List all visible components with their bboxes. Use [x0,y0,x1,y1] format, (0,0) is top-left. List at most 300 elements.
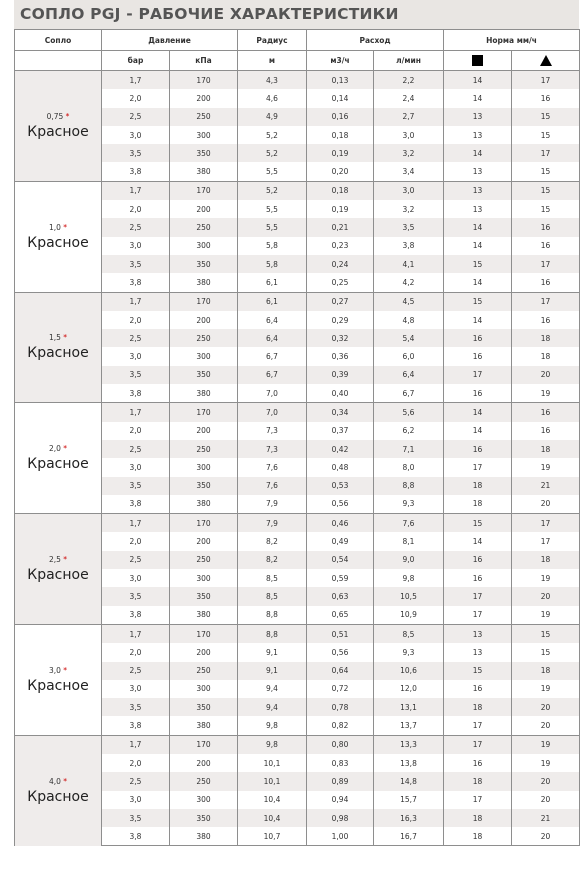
nozzle-color: Красное [27,456,89,473]
cell-triangle: 16 [512,273,580,292]
cell-square: 18 [444,772,512,790]
cell-bar: 2,5 [102,551,170,569]
nozzle-size-value: 0,75 [46,111,64,121]
cell-bar: 3,8 [102,606,170,625]
cell-bar: 3,8 [102,273,170,292]
cell-bar: 2,5 [102,662,170,680]
nozzle-color: Красное [27,345,89,362]
cell-bar: 2,0 [102,200,170,218]
cell-lmin: 2,4 [374,89,444,107]
cell-triangle: 21 [512,477,580,495]
square-icon [472,55,483,66]
cell-lmin: 8,0 [374,458,444,476]
cell-kpa: 380 [170,495,238,514]
cell-radius: 8,5 [238,569,307,587]
cell-triangle: 15 [512,108,580,126]
cell-radius: 10,4 [238,791,307,809]
cell-square: 14 [444,218,512,236]
cell-lmin: 15,7 [374,791,444,809]
cell-radius: 9,1 [238,662,307,680]
cell-m3h: 0,53 [307,477,374,495]
cell-bar: 1,7 [102,624,170,643]
cell-bar: 3,8 [102,827,170,846]
cell-kpa: 170 [170,735,238,754]
cell-triangle: 20 [512,698,580,716]
cell-m3h: 0,19 [307,144,374,162]
cell-triangle: 19 [512,754,580,772]
cell-radius: 9,8 [238,716,307,735]
nozzle-cell [15,624,102,735]
cell-square: 16 [444,551,512,569]
cell-radius: 5,8 [238,237,307,255]
page-title: СОПЛО PGJ - РАБОЧИЕ ХАРАКТЕРИСТИКИ [14,0,579,29]
cell-triangle: 15 [512,181,580,200]
cell-square: 14 [444,89,512,107]
cell-square: 17 [444,587,512,605]
cell-m3h: 0,78 [307,698,374,716]
cell-lmin: 13,3 [374,735,444,754]
nozzle-color: Красное [27,234,89,251]
table-row [15,71,580,90]
cell-bar: 3,0 [102,237,170,255]
cell-kpa: 350 [170,144,238,162]
cell-m3h: 0,98 [307,809,374,827]
cell-kpa: 350 [170,587,238,605]
header-row-main [15,30,580,51]
cell-m3h: 0,82 [307,716,374,735]
cell-triangle: 16 [512,89,580,107]
table-row [15,735,580,754]
cell-radius: 5,2 [238,144,307,162]
table-row [15,514,580,533]
cell-lmin: 13,7 [374,716,444,735]
nozzle-color: Красное [27,123,89,140]
cell-square: 17 [444,716,512,735]
nozzle-cell [15,403,102,514]
cell-bar: 3,5 [102,809,170,827]
cell-kpa: 350 [170,477,238,495]
cell-bar: 2,0 [102,532,170,550]
cell-triangle: 20 [512,587,580,605]
cell-m3h: 0,56 [307,643,374,661]
cell-bar: 2,5 [102,772,170,790]
cell-kpa: 250 [170,772,238,790]
cell-m3h: 0,23 [307,237,374,255]
nozzle-cell [15,514,102,625]
cell-lmin: 8,8 [374,477,444,495]
cell-lmin: 4,1 [374,255,444,273]
cell-bar: 2,0 [102,311,170,329]
cell-radius: 8,8 [238,624,307,643]
cell-m3h: 0,56 [307,495,374,514]
cell-m3h: 0,40 [307,384,374,403]
cell-square: 13 [444,126,512,144]
cell-bar: 1,7 [102,514,170,533]
nozzle-size-value: 2,5 [48,555,61,565]
cell-kpa: 300 [170,680,238,698]
cell-lmin: 8,5 [374,624,444,643]
nozzle-size [15,777,101,786]
cell-bar: 2,0 [102,422,170,440]
cell-lmin: 4,5 [374,292,444,311]
cell-m3h: 0,51 [307,624,374,643]
cell-lmin: 3,0 [374,126,444,144]
cell-triangle: 15 [512,624,580,643]
cell-square: 14 [444,311,512,329]
cell-kpa: 250 [170,329,238,347]
cell-triangle: 20 [512,716,580,735]
cell-lmin: 3,5 [374,218,444,236]
cell-square: 14 [444,273,512,292]
cell-triangle: 17 [512,532,580,550]
cell-kpa: 350 [170,366,238,384]
cell-triangle: 18 [512,551,580,569]
cell-bar: 3,5 [102,477,170,495]
cell-square: 16 [444,440,512,458]
cell-square: 15 [444,662,512,680]
nozzle-size [15,444,101,453]
cell-square: 15 [444,514,512,533]
cell-triangle: 16 [512,237,580,255]
header-row-units [15,51,580,71]
cell-radius: 6,7 [238,347,307,365]
cell-bar: 3,8 [102,162,170,181]
cell-square: 18 [444,827,512,846]
cell-kpa: 350 [170,698,238,716]
cell-bar: 3,0 [102,347,170,365]
cell-triangle: 16 [512,218,580,236]
header-bar: бар [102,51,170,71]
header-m3h: м3/ч [307,51,374,71]
cell-radius: 7,3 [238,422,307,440]
cell-m3h: 0,83 [307,754,374,772]
cell-lmin: 13,8 [374,754,444,772]
cell-kpa: 380 [170,273,238,292]
nozzle-size-value: 4,0 [48,776,61,786]
cell-kpa: 250 [170,662,238,680]
nozzle-color: Красное [27,567,89,584]
cell-bar: 3,5 [102,144,170,162]
cell-radius: 6,7 [238,366,307,384]
cell-bar: 3,0 [102,680,170,698]
cell-triangle: 19 [512,735,580,754]
header-flow: Расход [307,30,444,51]
cell-square: 13 [444,200,512,218]
cell-m3h: 0,46 [307,514,374,533]
cell-m3h: 0,16 [307,108,374,126]
cell-lmin: 4,2 [374,273,444,292]
cell-triangle: 17 [512,71,580,90]
nozzle-star: * [63,333,68,343]
cell-bar: 3,5 [102,587,170,605]
cell-kpa: 200 [170,200,238,218]
cell-bar: 2,5 [102,108,170,126]
cell-square: 14 [444,403,512,422]
performance-table [14,29,580,846]
cell-radius: 7,0 [238,403,307,422]
cell-m3h: 0,13 [307,71,374,90]
cell-lmin: 2,7 [374,108,444,126]
cell-triangle: 18 [512,440,580,458]
cell-m3h: 0,29 [307,311,374,329]
cell-triangle: 15 [512,126,580,144]
cell-triangle: 19 [512,458,580,476]
cell-kpa: 250 [170,218,238,236]
cell-lmin: 9,0 [374,551,444,569]
cell-triangle: 16 [512,403,580,422]
cell-square: 17 [444,606,512,625]
cell-triangle: 20 [512,366,580,384]
cell-bar: 1,7 [102,181,170,200]
nozzle-star: * [63,776,68,786]
cell-kpa: 170 [170,514,238,533]
cell-m3h: 0,72 [307,680,374,698]
cell-square: 13 [444,108,512,126]
cell-triangle: 19 [512,569,580,587]
cell-lmin: 8,1 [374,532,444,550]
cell-lmin: 6,2 [374,422,444,440]
cell-m3h: 1,00 [307,827,374,846]
cell-radius: 10,7 [238,827,307,846]
cell-radius: 4,9 [238,108,307,126]
cell-kpa: 380 [170,162,238,181]
cell-m3h: 0,14 [307,89,374,107]
cell-triangle: 19 [512,606,580,625]
header-triangle-spacing [512,51,580,71]
cell-triangle: 20 [512,772,580,790]
cell-kpa: 200 [170,89,238,107]
cell-square: 14 [444,144,512,162]
cell-radius: 9,8 [238,735,307,754]
nozzle-star: * [63,665,68,675]
cell-bar: 1,7 [102,292,170,311]
cell-bar: 2,5 [102,329,170,347]
cell-lmin: 10,6 [374,662,444,680]
cell-triangle: 18 [512,662,580,680]
cell-square: 16 [444,754,512,772]
cell-square: 17 [444,735,512,754]
cell-kpa: 170 [170,292,238,311]
cell-m3h: 0,27 [307,292,374,311]
table-row [15,624,580,643]
cell-m3h: 0,49 [307,532,374,550]
nozzle-star: * [63,444,68,454]
cell-radius: 8,8 [238,606,307,625]
header-square-spacing [444,51,512,71]
cell-square: 16 [444,329,512,347]
cell-m3h: 0,59 [307,569,374,587]
cell-radius: 7,6 [238,477,307,495]
cell-bar: 2,0 [102,754,170,772]
table-row [15,292,580,311]
cell-square: 14 [444,71,512,90]
cell-m3h: 0,42 [307,440,374,458]
cell-triangle: 16 [512,311,580,329]
cell-triangle: 17 [512,292,580,311]
cell-radius: 6,1 [238,292,307,311]
cell-kpa: 200 [170,532,238,550]
cell-triangle: 18 [512,329,580,347]
cell-m3h: 0,19 [307,200,374,218]
cell-m3h: 0,21 [307,218,374,236]
cell-square: 13 [444,181,512,200]
cell-radius: 9,4 [238,680,307,698]
cell-bar: 3,8 [102,495,170,514]
cell-lmin: 3,2 [374,144,444,162]
nozzle-color: Красное [27,677,89,694]
cell-kpa: 300 [170,791,238,809]
cell-m3h: 0,32 [307,329,374,347]
cell-bar: 1,7 [102,735,170,754]
header-rate: Норма мм/ч [444,30,580,51]
cell-triangle: 15 [512,643,580,661]
nozzle-color: Красное [27,788,89,805]
cell-bar: 3,5 [102,255,170,273]
nozzle-size [15,333,101,342]
cell-radius: 4,6 [238,89,307,107]
nozzle-size-value: 1,0 [48,222,61,232]
nozzle-cell [15,181,102,292]
cell-kpa: 200 [170,643,238,661]
cell-square: 16 [444,347,512,365]
cell-radius: 5,5 [238,200,307,218]
cell-triangle: 20 [512,791,580,809]
cell-m3h: 0,80 [307,735,374,754]
triangle-icon [540,55,552,66]
nozzle-size [15,112,101,121]
cell-m3h: 0,54 [307,551,374,569]
cell-triangle: 17 [512,514,580,533]
cell-square: 15 [444,255,512,273]
cell-triangle: 15 [512,162,580,181]
cell-m3h: 0,65 [307,606,374,625]
cell-triangle: 15 [512,200,580,218]
cell-radius: 6,4 [238,311,307,329]
cell-lmin: 9,8 [374,569,444,587]
cell-kpa: 170 [170,71,238,90]
header-kpa: кПа [170,51,238,71]
cell-lmin: 10,9 [374,606,444,625]
cell-kpa: 300 [170,458,238,476]
cell-bar: 3,5 [102,698,170,716]
cell-lmin: 7,1 [374,440,444,458]
cell-m3h: 0,24 [307,255,374,273]
cell-m3h: 0,25 [307,273,374,292]
cell-kpa: 350 [170,809,238,827]
cell-lmin: 10,5 [374,587,444,605]
cell-kpa: 250 [170,440,238,458]
cell-kpa: 200 [170,754,238,772]
cell-lmin: 3,0 [374,181,444,200]
cell-triangle: 17 [512,144,580,162]
cell-square: 15 [444,292,512,311]
cell-radius: 6,1 [238,273,307,292]
cell-square: 17 [444,458,512,476]
cell-kpa: 350 [170,255,238,273]
cell-m3h: 0,37 [307,422,374,440]
cell-bar: 2,0 [102,89,170,107]
cell-radius: 10,1 [238,754,307,772]
cell-radius: 5,8 [238,255,307,273]
cell-triangle: 21 [512,809,580,827]
cell-square: 13 [444,162,512,181]
cell-radius: 10,1 [238,772,307,790]
cell-lmin: 3,8 [374,237,444,255]
cell-bar: 1,7 [102,71,170,90]
cell-radius: 5,2 [238,126,307,144]
nozzle-cell [15,735,102,846]
cell-m3h: 0,36 [307,347,374,365]
header-nozzle: Сопло [15,30,102,51]
cell-bar: 1,7 [102,403,170,422]
cell-m3h: 0,48 [307,458,374,476]
cell-triangle: 19 [512,680,580,698]
cell-radius: 8,2 [238,551,307,569]
cell-lmin: 14,8 [374,772,444,790]
cell-kpa: 170 [170,624,238,643]
cell-radius: 7,9 [238,495,307,514]
nozzle-star: * [65,111,70,121]
table-row [15,403,580,422]
cell-m3h: 0,18 [307,181,374,200]
cell-bar: 2,5 [102,218,170,236]
cell-radius: 5,5 [238,218,307,236]
nozzle-size-value: 2,0 [48,444,61,454]
cell-radius: 7,3 [238,440,307,458]
cell-square: 16 [444,569,512,587]
cell-kpa: 250 [170,108,238,126]
cell-m3h: 0,89 [307,772,374,790]
cell-lmin: 9,3 [374,495,444,514]
cell-square: 14 [444,422,512,440]
cell-lmin: 6,0 [374,347,444,365]
cell-lmin: 4,8 [374,311,444,329]
cell-square: 17 [444,791,512,809]
cell-kpa: 200 [170,311,238,329]
cell-square: 18 [444,477,512,495]
header-radius: Радиус [238,30,307,51]
cell-kpa: 170 [170,181,238,200]
cell-lmin: 16,3 [374,809,444,827]
cell-square: 17 [444,366,512,384]
cell-bar: 3,0 [102,791,170,809]
cell-bar: 2,0 [102,643,170,661]
cell-lmin: 13,1 [374,698,444,716]
cell-bar: 2,5 [102,440,170,458]
cell-radius: 8,2 [238,532,307,550]
table-body [15,71,580,846]
cell-triangle: 20 [512,495,580,514]
cell-m3h: 0,94 [307,791,374,809]
cell-kpa: 200 [170,422,238,440]
cell-bar: 3,0 [102,458,170,476]
cell-kpa: 300 [170,126,238,144]
cell-lmin: 7,6 [374,514,444,533]
nozzle-size [15,555,101,564]
cell-bar: 3,8 [102,716,170,735]
cell-m3h: 0,20 [307,162,374,181]
cell-bar: 3,0 [102,126,170,144]
cell-radius: 7,9 [238,514,307,533]
nozzle-cell [15,292,102,403]
cell-radius: 9,4 [238,698,307,716]
cell-square: 16 [444,680,512,698]
header-lmin: л/мин [374,51,444,71]
cell-lmin: 3,4 [374,162,444,181]
cell-lmin: 6,7 [374,384,444,403]
cell-square: 14 [444,237,512,255]
cell-radius: 4,3 [238,71,307,90]
